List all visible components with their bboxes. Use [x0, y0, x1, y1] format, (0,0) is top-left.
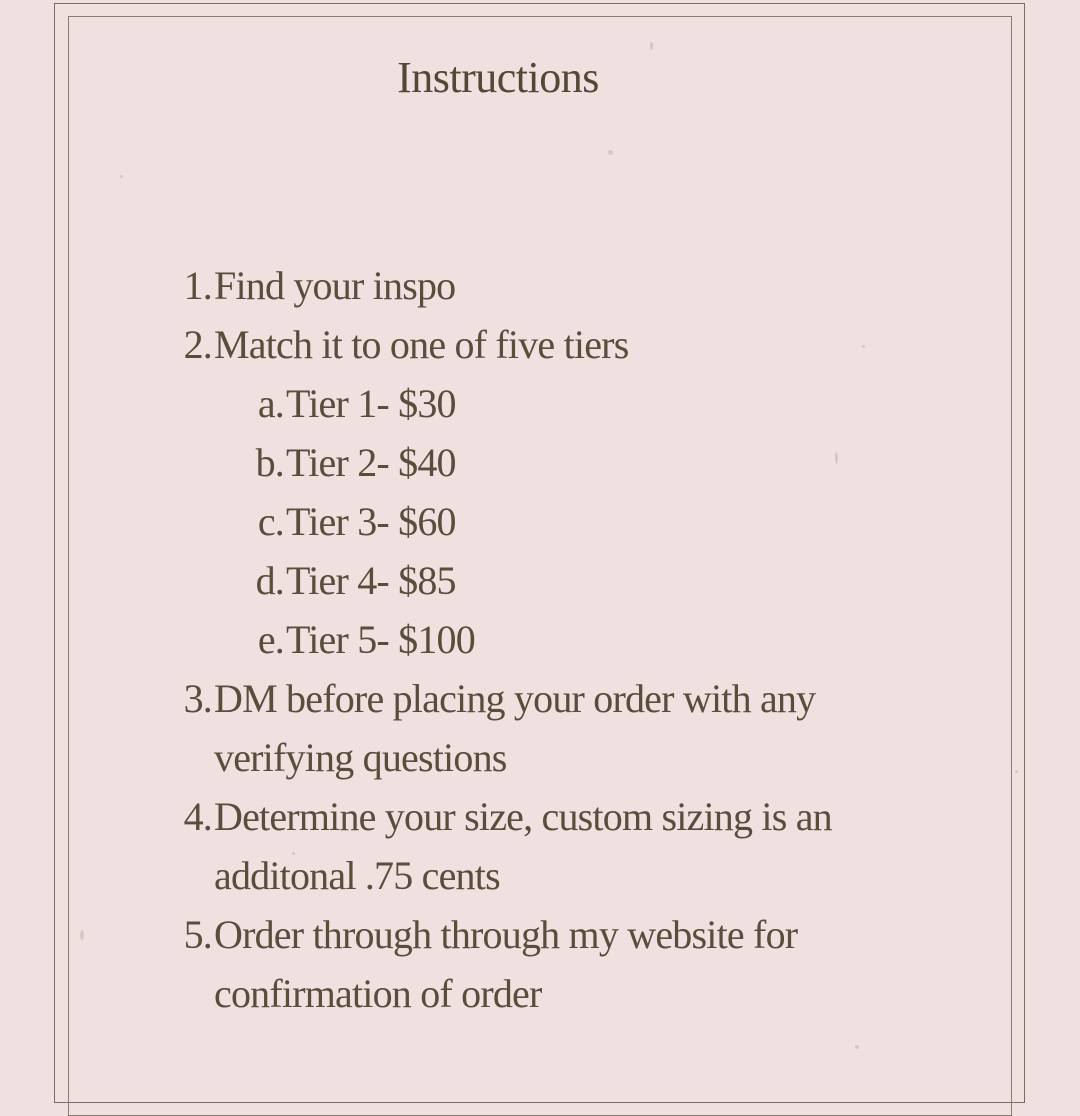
page-title: Instructions: [397, 53, 599, 102]
tier-text: Tier 1- $30: [286, 381, 456, 426]
list-item-step-1: [0, 256, 1080, 315]
tier-letter: e.: [257, 617, 284, 662]
instructions-list: [0, 256, 1080, 1023]
tier-letter: c.: [257, 499, 284, 544]
list-item-step-3: [0, 669, 1080, 787]
step-number: 3.: [183, 676, 212, 721]
tier-text: Tier 4- $85: [286, 558, 456, 603]
step-number: 5.: [183, 912, 212, 957]
step-text-continued: confirmation of order: [214, 971, 542, 1016]
list-item-tier-2: [0, 433, 1080, 492]
tier-text: Tier 5- $100: [286, 617, 475, 662]
list-item-tier-5: [0, 610, 1080, 669]
list-item-tier-1: [0, 374, 1080, 433]
step-text: DM before placing your order with any: [214, 676, 816, 721]
step-text: Match it to one of five tiers: [214, 322, 629, 367]
tier-letter: a.: [257, 381, 284, 426]
step-number: 2.: [183, 322, 212, 367]
step-text: Determine your size, custom sizing is an: [214, 794, 832, 839]
step-number: 4.: [183, 794, 212, 839]
list-item-tier-3: [0, 492, 1080, 551]
step-text-continued: additonal .75 cents: [214, 853, 500, 898]
list-item-step-2: [0, 315, 1080, 374]
step-text: Find your inspo: [214, 263, 456, 308]
tier-text: Tier 2- $40: [286, 440, 456, 485]
list-item-tier-4: [0, 551, 1080, 610]
step-text: Order through through my website for: [214, 912, 798, 957]
tier-text: Tier 3- $60: [286, 499, 456, 544]
tier-letter: b.: [255, 440, 284, 485]
list-item-step-4: [0, 787, 1080, 905]
step-text-continued: verifying questions: [214, 735, 507, 780]
tier-letter: d.: [255, 558, 284, 603]
list-item-step-5: [0, 905, 1080, 1023]
step-number: 1.: [183, 263, 212, 308]
